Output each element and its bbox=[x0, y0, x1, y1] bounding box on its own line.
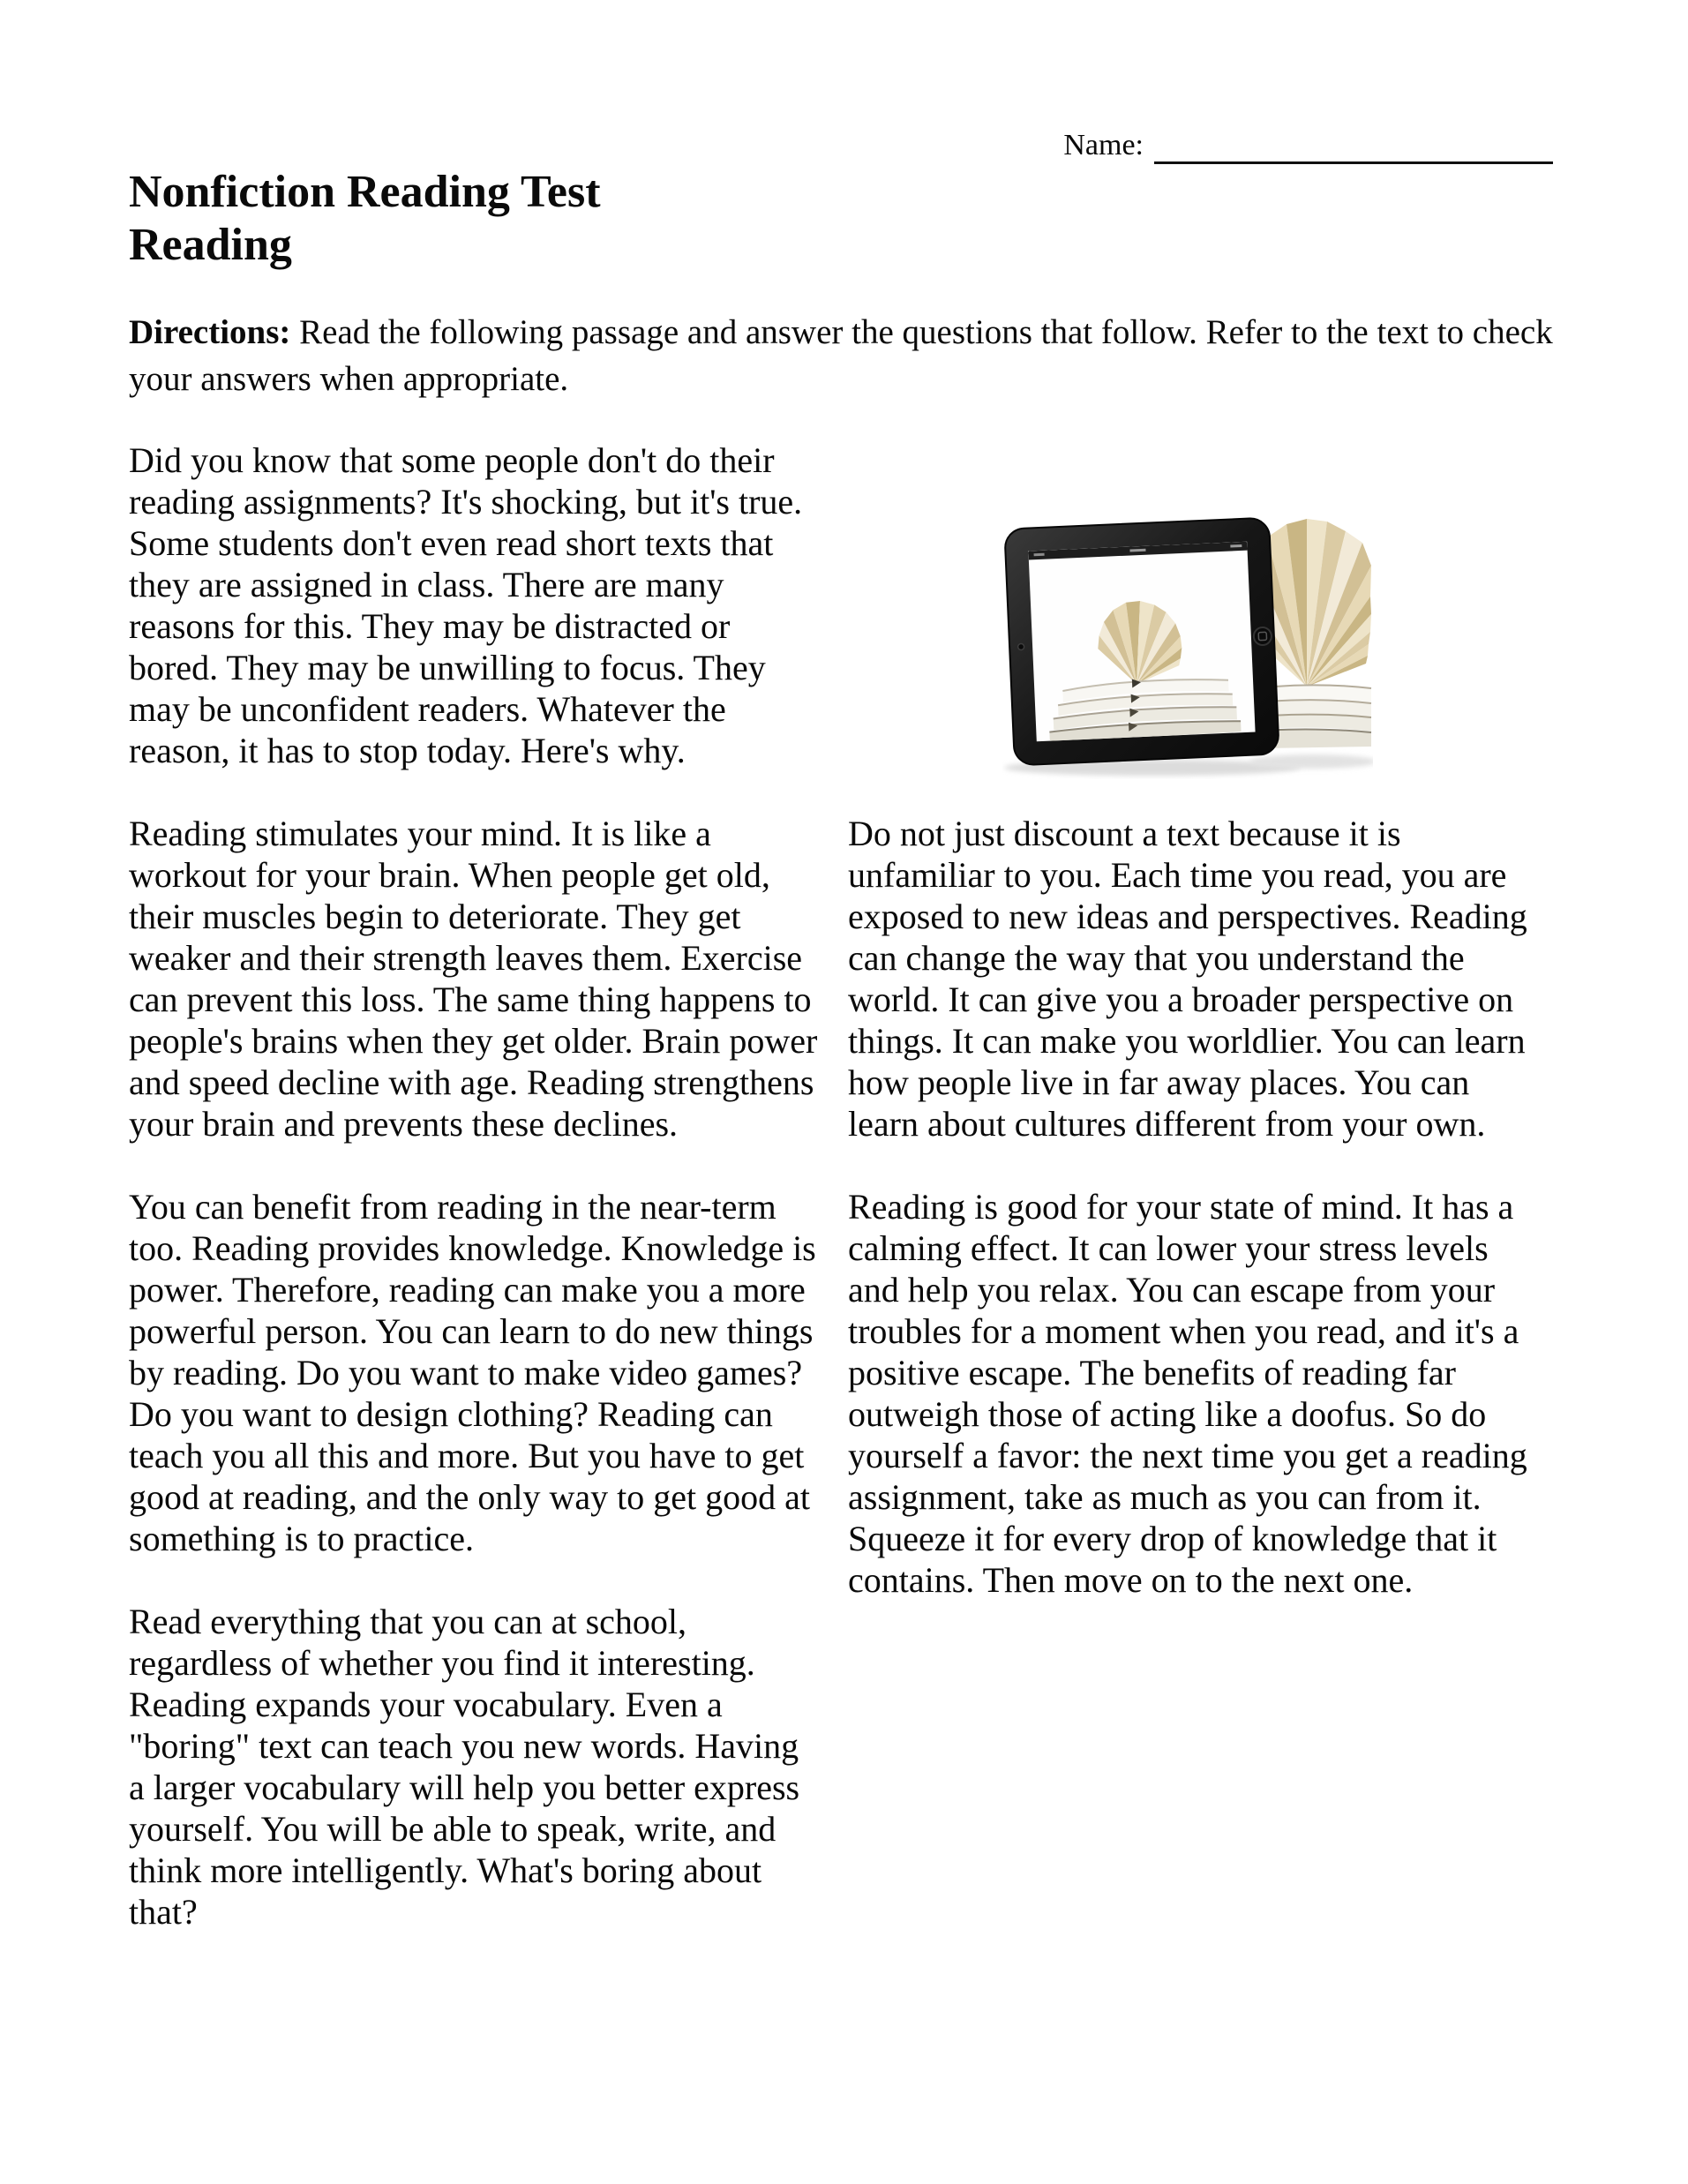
passage-paragraph: You can benefit from reading in the near-term too. Reading provides knowledge. Knowledge is power. Therefore, reading can make you a more powerful person. You can learn to do new things by reading. Do you want to make video games? Do you want to design clothing? Reading can teach you all this and more. But you have to get good at reading, and the only way to get good at something is to practice. bbox=[129, 1187, 816, 1558]
name-blank-line bbox=[1154, 128, 1553, 164]
passage-paragraph: Reading is good for your state of mind. It has a calming effect. It can lower your stress levels and help you relax. You can escape from your troubles for a moment when you read, and it's a positive escape. The benefits of reading far outweigh those of acting like a doofus. So do yourself a favor: the next time you get a reading assignment, take as much as you can from it. Squeeze it for every drop of knowledge that it contains. Then move on to the next one. bbox=[848, 1187, 1527, 1600]
page-subtitle: Reading bbox=[129, 220, 292, 270]
directions bbox=[129, 309, 1553, 402]
passage-paragraph: Do not just discount a text because it is unfamiliar to you. Each time you read, you are exposed to new ideas and perspectives. Reading can change the way that you understand the world. It can give you a broader perspective on things. It can make you worldlier. You can learn how people live in far away places. You can learn about cultures different from your own. bbox=[848, 814, 1527, 1144]
passage-column-right bbox=[848, 439, 1527, 1642]
passage-paragraph: Reading stimulates your mind. It is like a workout for your brain. When people get old, their muscles begin to deteriorate. They get weaker and their strength leaves them. Exercise can prevent this loss. The same thing happens to people's brains when they get older. Brain power and speed decline with age. Reading strengthens your brain and prevents these declines. bbox=[129, 814, 818, 1144]
camera-icon bbox=[1017, 643, 1024, 649]
passage-column-left bbox=[129, 439, 821, 1974]
directions-label: Directions: bbox=[129, 313, 291, 351]
books-shadow bbox=[1249, 754, 1373, 769]
tablet-books-illustration bbox=[1002, 488, 1373, 779]
passage-columns bbox=[129, 439, 1553, 1974]
passage-paragraph: Did you know that some people don't do their reading assignments? It's shocking, but it's true. Some students don't even read short texts that they are assigned in class. There are many reasons for this. They may be distracted or bored. They may be unwilling to focus. They may be unconfident readers. Whatever the reason, it has to stop today. Here's why. bbox=[129, 440, 803, 770]
tablet bbox=[1004, 518, 1279, 766]
passage-paragraph: Read everything that you can at school, regardless of whether you find it interesting. Reading expands your vocabulary. Even a "boring" text can teach you new words. Having a larger vocabulary will help you better express yourself. You will be able to speak, write, and think more intelligently. What's boring about that? bbox=[129, 1602, 800, 1932]
figure-tablet-books bbox=[1002, 488, 1373, 779]
name-row bbox=[129, 124, 1553, 164]
directions-text: Read the following passage and answer the questions that follow. Refer to the text to check your answers when appropriate. bbox=[129, 313, 1553, 398]
page-title: Nonfiction Reading Test bbox=[129, 167, 601, 217]
worksheet-content bbox=[129, 124, 1553, 1974]
name-label: Name: bbox=[1063, 129, 1144, 161]
home-button-icon bbox=[1253, 627, 1272, 646]
